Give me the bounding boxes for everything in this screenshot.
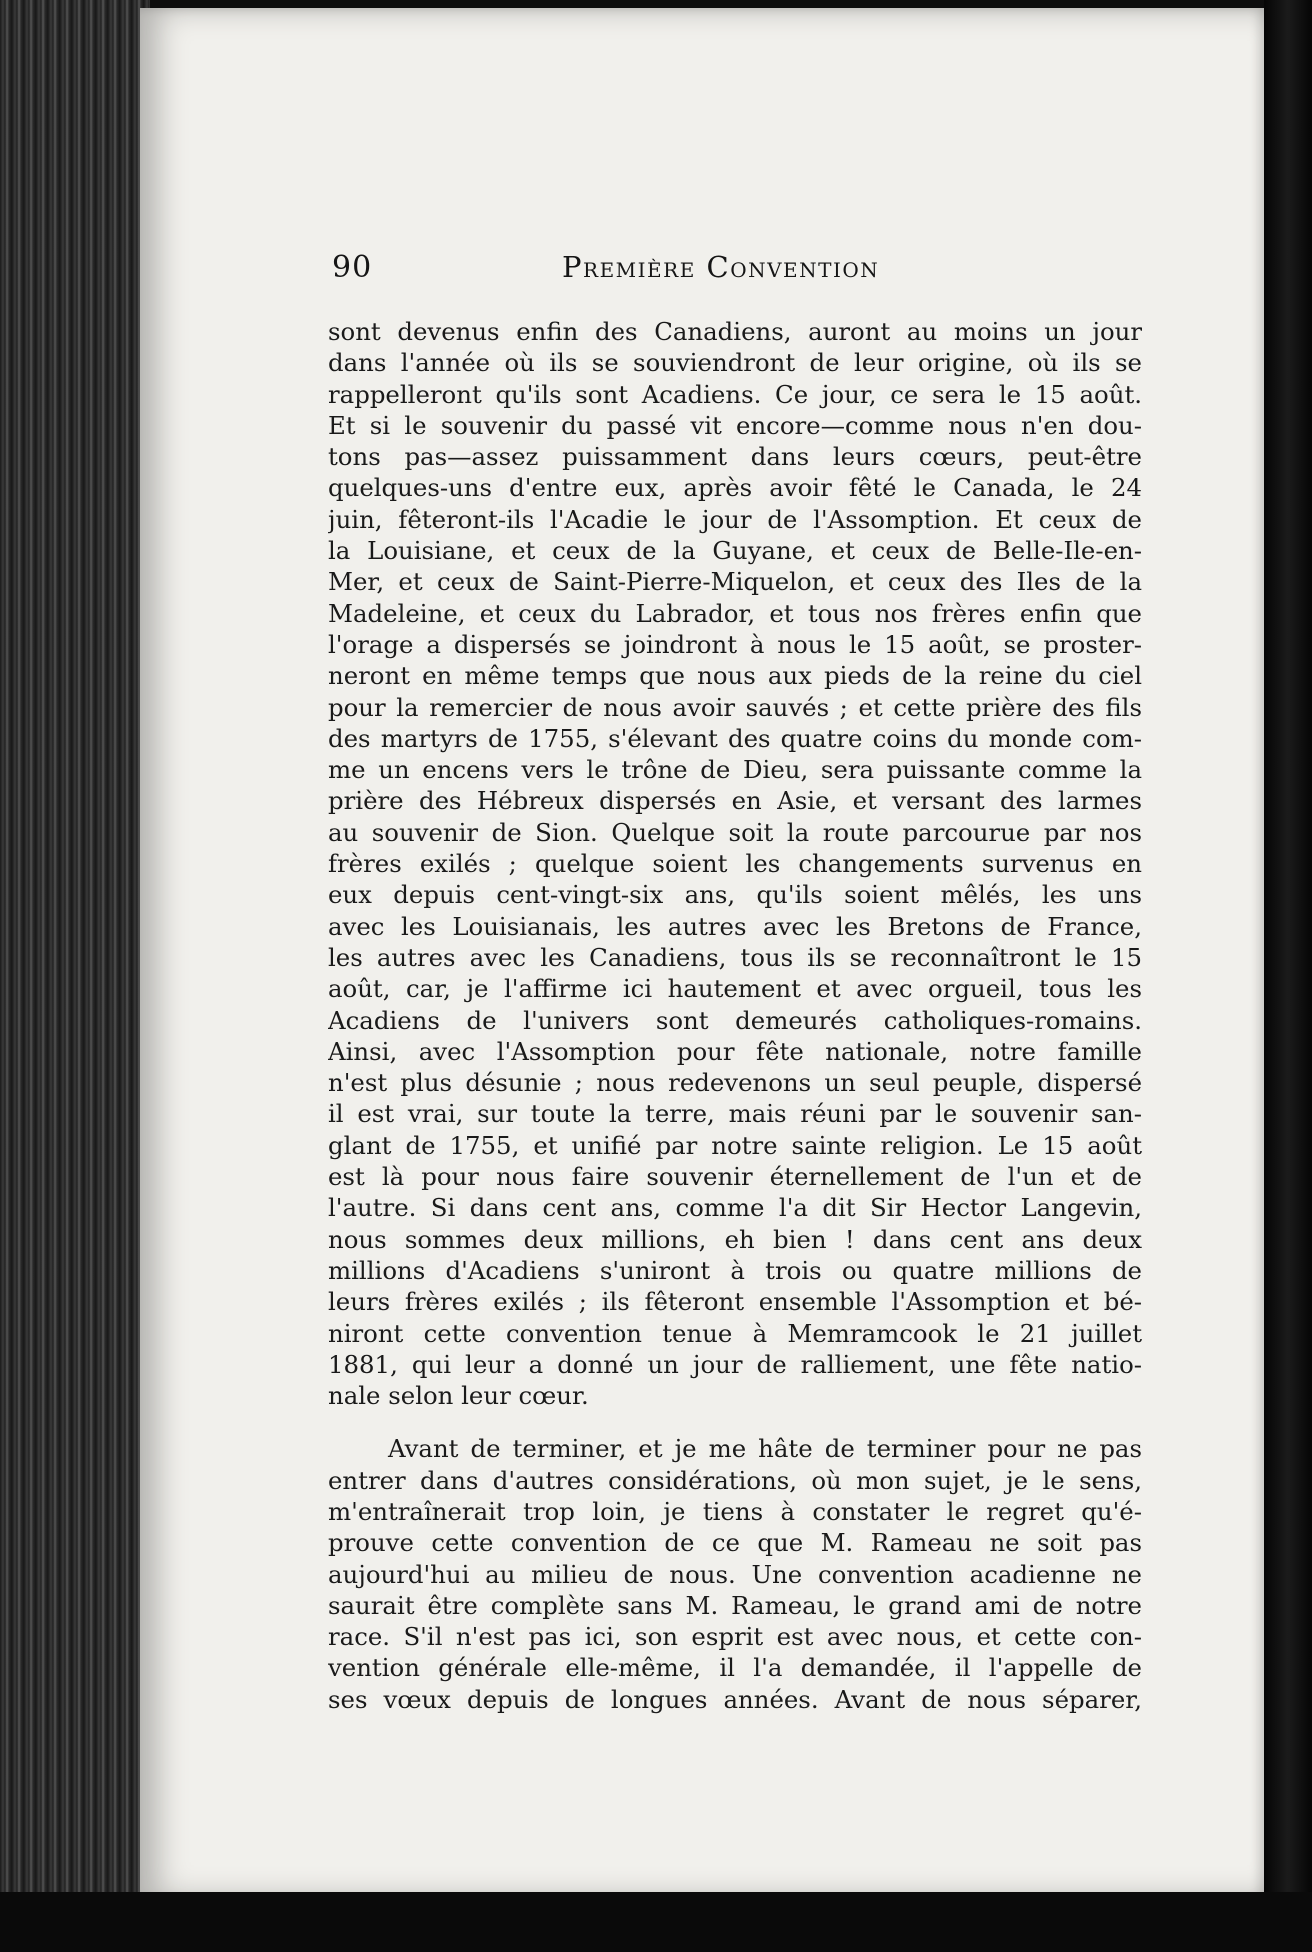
- text-line: sont devenus enfin des Canadiens, auront au moins un jour: [328, 317, 1142, 346]
- running-header: [332, 250, 922, 296]
- text-line: avec les Louisianais, les autres avec les Bretons de France,: [328, 911, 1142, 941]
- text-line: millions d'Acadiens s'uniront à trois ou quatre millions de: [328, 1255, 1142, 1285]
- text-line: les autres avec les Canadiens, tous ils se reconnaîtront le 15: [328, 942, 1142, 972]
- text-line: est là pour nous faire souvenir éternellement de l'un et de: [328, 1162, 1142, 1192]
- text-line: Avant de terminer, et je me hâte de terminer pour ne pas: [388, 1434, 1142, 1464]
- text-line: niront cette convention tenue à Memramcook le 21 juillet: [328, 1318, 1142, 1348]
- text-line: entrer dans d'autres considérations, où mon sujet, je le sens,: [328, 1465, 1142, 1495]
- text-line: eux depuis cent-vingt-six ans, qu'ils soient mêlés, les uns: [328, 880, 1142, 910]
- text-line: 1881, qui leur a donné un jour de ralliement, une fête natio-: [328, 1349, 1142, 1379]
- text-line: il est vrai, sur toute la terre, mais réuni par le souvenir san-: [328, 1099, 1142, 1129]
- text-line: Madeleine, et ceux du Labrador, et tous nos frères enfin que: [328, 598, 1142, 628]
- text-line: Acadiens de l'univers sont demeurés catholiques-romains.: [328, 1005, 1142, 1035]
- body-text: [328, 316, 1142, 1715]
- paragraph-2: [328, 1433, 1142, 1715]
- text-line: Mer, et ceux de Saint-Pierre-Miquelon, et ceux des Iles de la: [328, 567, 1142, 597]
- book-page-edges: [0, 0, 150, 1952]
- text-line: prouve cette convention de ce que M. Rameau ne soit pas: [328, 1528, 1142, 1558]
- paragraph-1: [328, 316, 1142, 1411]
- text-line: juin, fêteront-ils l'Acadie le jour de l'Assomption. Et ceux de: [328, 504, 1142, 534]
- text-line: leurs frères exilés ; ils fêteront ensemble l'Assomption et bé-: [328, 1287, 1142, 1317]
- text-line: au souvenir de Sion. Quelque soit la route parcourue par nos: [328, 817, 1142, 847]
- text-line: saurait être complète sans M. Rameau, le grand ami de notre: [328, 1590, 1142, 1620]
- text-line: nous sommes deux millions, eh bien ! dans cent ans deux: [328, 1224, 1142, 1254]
- text-line: aujourd'hui au milieu de nous. Une convention acadienne ne: [328, 1559, 1142, 1589]
- text-line: l'autre. Si dans cent ans, comme l'a dit Sir Hector Langevin,: [328, 1193, 1142, 1223]
- text-line: Ainsi, avec l'Assomption pour fête nationale, notre famille: [328, 1036, 1142, 1066]
- text-line: neront en même temps que nous aux pieds de la reine du ciel: [328, 661, 1142, 691]
- text-line: ses vœux depuis de longues années. Avant de nous séparer,: [328, 1684, 1142, 1714]
- text-line: la Louisiane, et ceux de la Guyane, et ceux de Belle-Ile-en-: [328, 536, 1142, 566]
- text-line: dans l'année où ils se souviendront de leur origine, où ils se: [328, 348, 1142, 378]
- text-line: me un encens vers le trône de Dieu, sera puissante comme la: [328, 755, 1142, 785]
- facing-page-edge: [1264, 0, 1312, 1952]
- text-line: m'entraînerait trop loin, je tiens à constater le regret qu'é-: [328, 1496, 1142, 1526]
- text-line: août, car, je l'affirme ici hautement et avec orgueil, tous les: [328, 974, 1142, 1004]
- text-line: nale selon leur cœur.: [328, 1381, 589, 1411]
- text-line: glant de 1755, et unifié par notre sainte religion. Le 15 août: [328, 1130, 1142, 1160]
- text-line: Et si le souvenir du passé vit encore—comme nous n'en dou-: [328, 410, 1142, 440]
- text-line: vention générale elle-même, il l'a demandée, il l'appelle de: [328, 1653, 1142, 1683]
- text-line: n'est plus désunie ; nous redevenons un seul peuple, dispersé: [328, 1068, 1142, 1098]
- text-line: quelques-uns d'entre eux, après avoir fêté le Canada, le 24: [328, 473, 1142, 503]
- text-line: frères exilés ; quelque soient les changements survenus en: [328, 849, 1142, 879]
- running-title: Première Convention: [562, 250, 880, 284]
- text-line: prière des Hébreux dispersés en Asie, et versant des larmes: [328, 786, 1142, 816]
- text-line: pour la remercier de nous avoir sauvés ; et cette prière des fils: [328, 692, 1142, 722]
- text-line: tons pas—assez puissamment dans leurs cœurs, peut-être: [328, 442, 1142, 472]
- text-line: l'orage a dispersés se joindront à nous le 15 août, se proster-: [328, 629, 1142, 659]
- text-line: race. S'il n'est pas ici, son esprit est avec nous, et cette con-: [328, 1622, 1142, 1652]
- text-line: rappelleront qu'ils sont Acadiens. Ce jour, ce sera le 15 août.: [328, 379, 1142, 409]
- page-number: 90: [332, 250, 373, 285]
- text-line: des martyrs de 1755, s'élevant des quatre coins du monde com-: [328, 723, 1142, 753]
- paragraph-gap: [328, 1411, 1142, 1433]
- scan-bottom-border: [0, 1892, 1312, 1952]
